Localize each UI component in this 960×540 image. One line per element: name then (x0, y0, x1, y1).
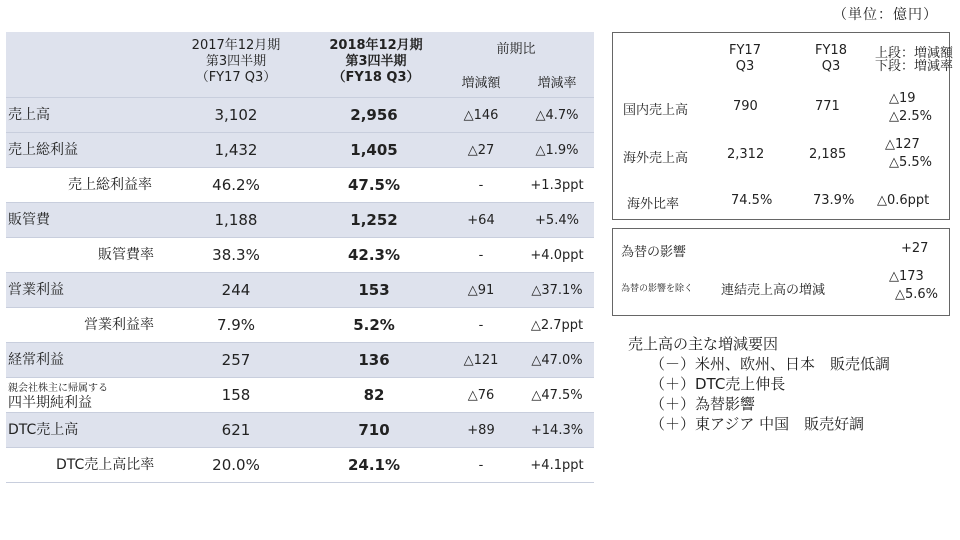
excl-fx-change: △173 (889, 269, 924, 284)
table-row: 営業利益率 7.9% 5.2% - △2.7ppt (6, 308, 594, 343)
fx-value: +27 (901, 241, 929, 256)
table-row: 営業利益 244 153 △91 △37.1% (6, 273, 594, 308)
sales-factors (628, 334, 890, 434)
header-prev: 前期比 (496, 42, 536, 57)
header-fy17: 2017年12月期 第3四半期 （FY17 Q3） (191, 38, 281, 85)
header-increase: 増減額 (461, 76, 501, 91)
table-row: DTC売上高 621 710 +89 +14.3% (6, 413, 594, 448)
header-rate: 増減率 (537, 76, 577, 91)
table-row: DTC売上高比率 20.0% 24.1% - +4.1ppt (6, 448, 594, 483)
box1-change-rate: △5.5% (889, 155, 933, 170)
factor-item: （－）米州、欧州、日本 販売低調 (650, 355, 891, 373)
box1-value: 2,312 (727, 147, 765, 162)
factor-item: （＋）東アジア 中国 販売好調 (650, 415, 865, 433)
table-header (6, 32, 594, 98)
excl-fx-label: 連結売上高の増減 (721, 283, 826, 298)
fx-label: 為替の影響 (621, 245, 687, 260)
table-row: 経常利益 257 136 △121 △47.0% (6, 343, 594, 378)
factor-item: （＋）為替影響 (650, 395, 756, 413)
regional-sales-box (612, 32, 954, 220)
factor-item: （＋）DTC売上伸長 (650, 375, 786, 393)
table-row: 売上総利益率 46.2% 47.5% - +1.3ppt (6, 168, 594, 203)
row-label: 四半期純利益 (8, 395, 92, 411)
box1-value: 74.5% (731, 193, 773, 208)
box1-legend: 上段：増減額 下段：増減率 (875, 46, 954, 74)
table-row: 販管費率 38.3% 42.3% - +4.0ppt (6, 238, 594, 273)
fx-impact-box (612, 228, 950, 316)
box1-value: 771 (815, 99, 840, 114)
row-label-small: 親会社株主に帰属する (8, 383, 108, 394)
box1-change: △127 (885, 137, 920, 152)
factors-title: 売上高の主な増減要因 (628, 335, 779, 353)
box1-row-label: 海外比率 (627, 197, 680, 212)
box1-col-fy18: FY18 Q3 (815, 43, 847, 74)
box1-row-label: 国内売上高 (623, 103, 689, 118)
table-row: 売上総利益 1,432 1,405 △27 △1.9% (6, 133, 594, 168)
table-row: 売上高 3,102 2,956 △146 △4.7% (6, 98, 594, 133)
box1-change: △19 (889, 91, 916, 106)
box1-change-rate: △2.5% (889, 109, 933, 124)
table-row: 販管費 1,188 1,252 +64 +5.4% (6, 203, 594, 238)
box1-value: 73.9% (813, 193, 855, 208)
excl-fx-small-label: 為替の影響を除く (621, 284, 694, 294)
box1-row-label: 海外売上高 (623, 151, 689, 166)
unit-label: （単位：億円） (833, 7, 938, 23)
results-table (6, 32, 594, 483)
box1-change: △0.6ppt (877, 193, 930, 208)
table-row: 親会社株主に帰属する 四半期純利益 158 82 △76 △47.5% (6, 378, 594, 413)
box1-value: 790 (733, 99, 758, 114)
excl-fx-rate: △5.6% (895, 287, 939, 302)
box1-col-fy17: FY17 Q3 (729, 43, 761, 74)
header-fy18: 2018年12月期 第3四半期 （FY18 Q3） (329, 38, 423, 85)
box1-value: 2,185 (809, 147, 847, 162)
